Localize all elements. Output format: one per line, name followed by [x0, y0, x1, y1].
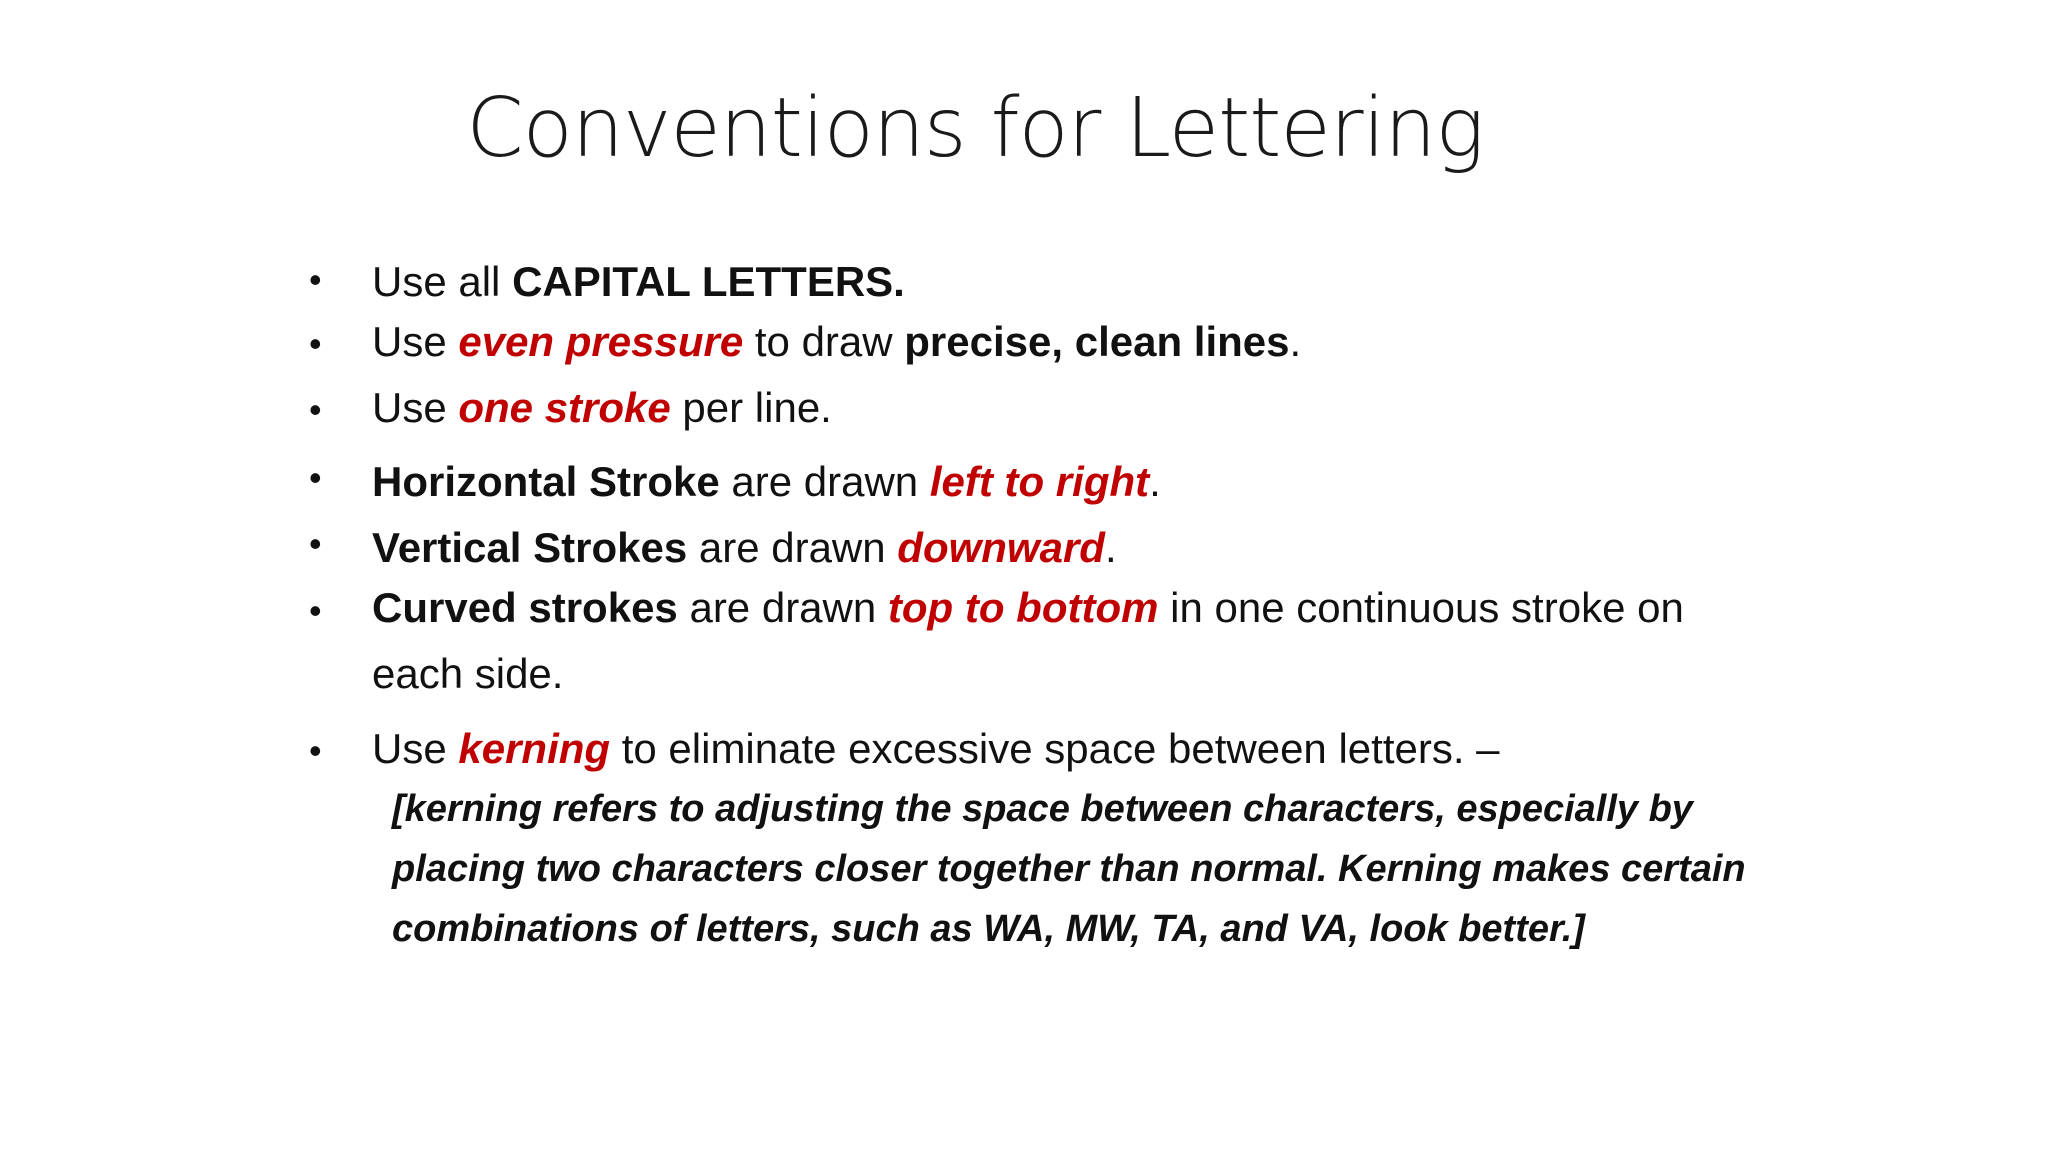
bullet-text-bold: CAPITAL LETTERS. [512, 258, 905, 305]
bullet-text-plain: to eliminate excessive space between letters. – [610, 725, 1500, 772]
bullet-text-bold: precise, clean lines [904, 318, 1290, 365]
bullet-dot-icon: • [309, 259, 322, 300]
bullet-text-plain: Use [372, 384, 459, 431]
bullet-text-plain: Use all [372, 258, 513, 305]
bullet-text [372, 449, 1752, 515]
bullet-dot-icon: • [309, 323, 322, 364]
bullet-dot-icon: • [309, 389, 322, 430]
bullet-text-plain: are drawn [677, 584, 888, 631]
kerning-note: [kerning refers to adjusting the space between characters, especially by placing two characters closer together than normal. Kerning makes certain combinations of letters, such as WA, MW, TA, and VA, look better.] [392, 788, 1746, 950]
bullet-text-plain: . [1289, 318, 1302, 365]
bullet-dot-icon: • [309, 457, 322, 498]
bullet-text-plain: per line. [670, 384, 832, 431]
slide-title: Conventions for Lettering [466, 81, 1484, 176]
bullet-text-plain: are drawn [719, 458, 930, 505]
bullet-text [372, 249, 1752, 315]
bullet-text-plain: are drawn [687, 524, 898, 571]
bullet-text-emphasis: downward [897, 524, 1105, 571]
bullet-text-plain: in one continuous stroke on each side. [372, 584, 1684, 697]
bullet-text-emphasis: kerning [458, 725, 611, 772]
bullet-text-plain: Use [372, 725, 459, 772]
bullet-text-plain: . [1104, 524, 1117, 571]
bullet-text-plain: Use [372, 318, 459, 365]
bullet-text-plain: to draw [743, 318, 905, 365]
bullet-text [372, 716, 1752, 782]
bullet-dot-icon: • [309, 523, 322, 564]
bullet-text [372, 309, 1752, 375]
bullet-text-plain: . [1149, 458, 1161, 505]
bullet-text-emphasis: one stroke [458, 384, 671, 431]
bullet-dot-icon: • [309, 730, 322, 771]
bullet-text-emphasis: left to right [929, 458, 1150, 505]
bullet-text-bold: Horizontal Stroke [372, 458, 720, 505]
bullet-text [372, 375, 1752, 441]
bullet-text-emphasis: even pressure [458, 318, 744, 365]
bullet-text-bold: Curved strokes [372, 584, 678, 631]
bullet-text-emphasis: top to bottom [887, 584, 1159, 631]
bullet-dot-icon: • [309, 590, 322, 631]
bullet-text-bold: Vertical Strokes [372, 524, 688, 571]
bullet-text [372, 515, 1752, 581]
bullet-text [372, 575, 1712, 707]
